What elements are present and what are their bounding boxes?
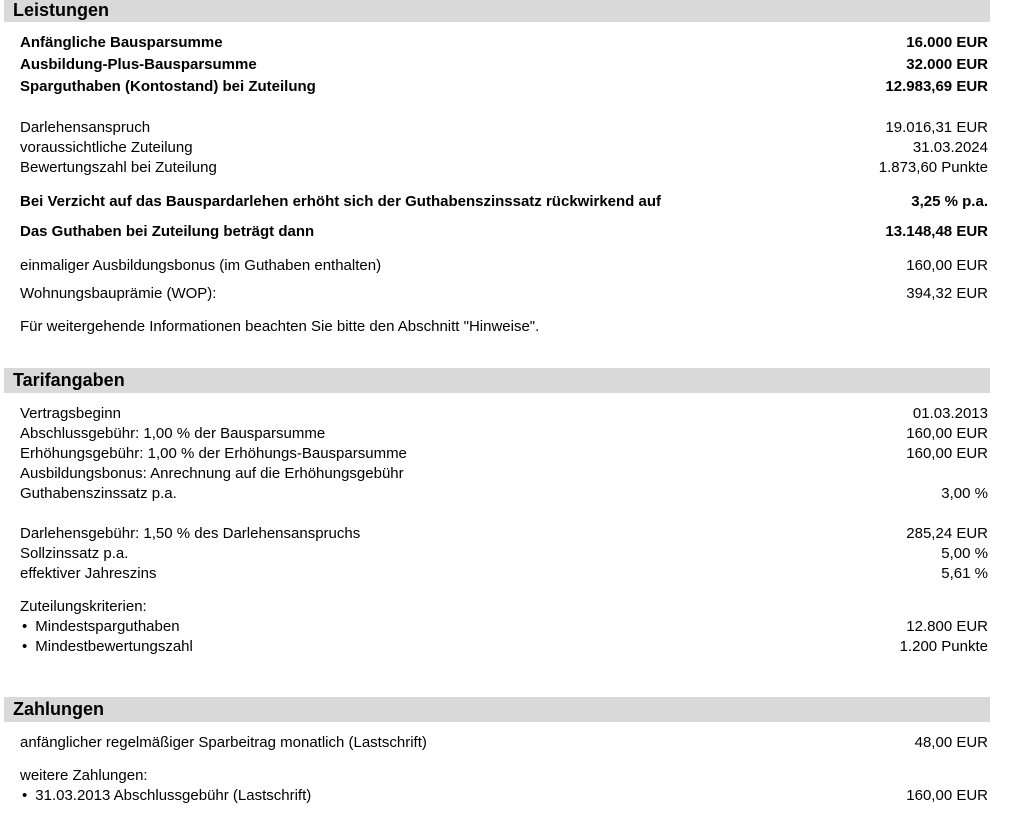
bullet-icon: • <box>22 618 28 635</box>
data-row <box>4 424 990 444</box>
section-zahlungen <box>4 697 990 806</box>
data-row <box>4 464 990 484</box>
bullet-icon: • <box>22 638 28 655</box>
data-row <box>4 733 990 753</box>
row-label: Mindestbewertungszahl <box>35 638 193 655</box>
row-value: 1.873,60 Punkte <box>878 159 988 176</box>
data-row <box>4 524 990 544</box>
row-value: 285,24 EUR <box>906 525 988 542</box>
row-value: 16.000 EUR <box>906 34 988 51</box>
section-rows <box>4 32 990 337</box>
row-value: 160,00 EUR <box>906 445 988 462</box>
row-label: Darlehensanspruch <box>20 119 151 136</box>
row-label: voraussichtliche Zuteilung <box>20 139 193 156</box>
data-row <box>4 191 990 213</box>
section-title: Zahlungen <box>13 699 104 719</box>
data-row <box>4 444 990 464</box>
section-title: Tarifangaben <box>13 370 125 390</box>
data-row <box>4 256 990 276</box>
section-header-leistungen <box>4 0 990 22</box>
data-row <box>4 158 990 178</box>
data-row <box>4 637 990 657</box>
row-label: Guthabenszinssatz p.a. <box>20 485 177 502</box>
row-value: 160,00 EUR <box>906 425 988 442</box>
row-label: Sollzinssatz p.a. <box>20 545 129 562</box>
row-label: Bewertungszahl bei Zuteilung <box>20 159 217 176</box>
section-rows <box>4 733 990 806</box>
data-row <box>4 544 990 564</box>
data-row <box>4 284 990 304</box>
section-rows <box>4 404 990 657</box>
row-value: 1.200 Punkte <box>899 638 988 655</box>
row-label: Darlehensgebühr: 1,50 % des Darlehensanspruchs <box>20 525 361 542</box>
row-value: 3,25 % p.a. <box>911 193 988 210</box>
row-label: einmaliger Ausbildungsbonus (im Guthaben enthalten) <box>20 257 382 274</box>
row-label: Für weitergehende Informationen beachten Sie bitte den Abschnitt "Hinweise". <box>20 318 540 335</box>
row-label: Das Guthaben bei Zuteilung beträgt dann <box>20 223 315 240</box>
row-value: 160,00 EUR <box>906 257 988 274</box>
section-title: Leistungen <box>13 0 110 20</box>
data-row <box>4 766 990 786</box>
row-label: weitere Zahlungen: <box>20 767 148 784</box>
row-label: Sparguthaben (Kontostand) bei Zuteilung <box>20 78 316 95</box>
row-label: Mindestsparguthaben <box>35 618 180 635</box>
row-label: effektiver Jahreszins <box>20 565 157 582</box>
row-value: 13.148,48 EUR <box>885 223 988 240</box>
section-header-zahlungen <box>4 697 990 722</box>
data-row <box>4 597 990 617</box>
row-value: 5,00 % <box>941 545 988 562</box>
data-row <box>4 118 990 138</box>
data-row <box>4 484 990 504</box>
data-row <box>4 76 990 98</box>
row-value: 01.03.2013 <box>912 405 988 422</box>
row-value: 3,00 % <box>941 485 988 502</box>
row-value: 394,32 EUR <box>906 285 988 302</box>
row-value: 19.016,31 EUR <box>885 119 988 136</box>
section-header-tarifangaben <box>4 368 990 393</box>
data-row <box>4 564 990 584</box>
data-row <box>4 617 990 637</box>
row-value: 32.000 EUR <box>906 56 988 73</box>
row-value: 31.03.2024 <box>912 139 988 156</box>
data-row <box>4 404 990 424</box>
row-value: 12.800 EUR <box>906 618 988 635</box>
data-row <box>4 32 990 54</box>
row-label: Abschlussgebühr: 1,00 % der Bausparsumme <box>20 425 326 442</box>
section-tarifangaben <box>4 368 990 657</box>
row-label: Zuteilungskriterien: <box>20 598 147 615</box>
data-row <box>4 786 990 806</box>
row-value: 160,00 EUR <box>906 787 988 804</box>
row-label: Ausbildungsbonus: Anrechnung auf die Erhöhungsgebühr <box>20 465 404 482</box>
section-leistungen <box>4 0 990 337</box>
row-label: 31.03.2013 Abschlussgebühr (Lastschrift) <box>35 787 312 804</box>
row-value: 12.983,69 EUR <box>885 78 988 95</box>
row-label: Bei Verzicht auf das Bauspardarlehen erhöht sich der Guthabenszinssatz rückwirkend auf <box>20 193 662 210</box>
row-label: Vertragsbeginn <box>20 405 121 422</box>
data-row <box>4 54 990 76</box>
row-label: anfänglicher regelmäßiger Sparbeitrag monatlich (Lastschrift) <box>20 734 427 751</box>
row-label: Anfängliche Bausparsumme <box>20 34 223 51</box>
row-label: Erhöhungsgebühr: 1,00 % der Erhöhungs-Bausparsumme <box>20 445 407 462</box>
row-value: 5,61 % <box>941 565 988 582</box>
row-value: 48,00 EUR <box>914 734 988 751</box>
document-page <box>4 0 990 806</box>
row-label: Ausbildung-Plus-Bausparsumme <box>20 56 257 73</box>
row-label: Wohnungsbauprämie (WOP): <box>20 285 217 302</box>
data-row <box>4 221 990 243</box>
data-row <box>4 317 990 337</box>
bullet-icon: • <box>22 787 28 804</box>
data-row <box>4 138 990 158</box>
